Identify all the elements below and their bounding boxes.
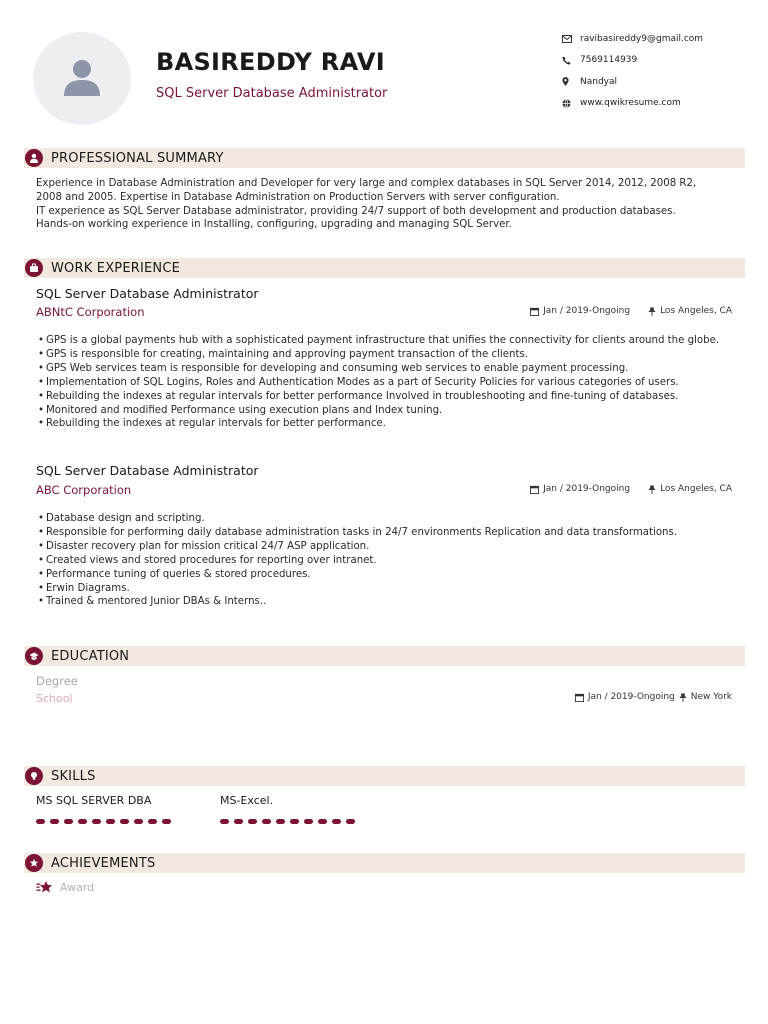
skill-dot <box>290 819 299 824</box>
award-star-icon <box>36 880 54 894</box>
list-item: • Responsible for performing daily database administration tasks in 24/7 environments Replication and data transformations. <box>38 526 728 540</box>
calendar-icon <box>530 485 539 494</box>
skill-dot <box>120 819 129 824</box>
skill-level-dots <box>36 819 171 824</box>
candidate-name: BASIREDDY RAVI <box>156 48 385 76</box>
calendar-icon <box>575 693 584 702</box>
job-dates: Jan / 2019-Ongoing <box>543 306 631 316</box>
pushpin-icon <box>648 485 656 494</box>
skill-dot <box>92 819 101 824</box>
section-title: ACHIEVEMENTS <box>51 855 156 871</box>
contact-phone[interactable] <box>562 50 703 72</box>
education-meta <box>575 692 732 702</box>
summary-line: Hands-on working experience in Installing, configuring, upgrading and managing SQL Server. <box>36 219 512 231</box>
education-degree: Degree <box>36 674 78 688</box>
list-item: • Monitored and modified Performance using execution plans and Index tuning. <box>38 404 728 418</box>
job-location: Los Angeles, CA <box>660 306 732 316</box>
list-item: • GPS Web services team is responsible for developing and consuming web services to enable payment processing. <box>38 362 728 376</box>
graduation-cap-icon <box>25 647 43 665</box>
achievement-text: Award <box>60 880 95 894</box>
contact-email-text: ravibasireddy9@gmail.com <box>580 33 704 44</box>
education-school: School <box>36 692 73 705</box>
summary-line: 2008 and 2005. Expertise in Database Administration on Production Servers with server configuration. <box>36 191 560 203</box>
lightbulb-icon <box>25 767 43 785</box>
list-item: • GPS is responsible for creating, maintaining and approving payment transaction of the clients. <box>38 348 728 362</box>
summary-line: Experience in Database Administration and Developer for very large and complex databases in SQL Server 2014, 2012, 2008 R2, <box>36 178 697 189</box>
skill-dot <box>318 819 327 824</box>
star-icon <box>25 854 43 872</box>
contact-email[interactable] <box>562 28 703 50</box>
list-item: • Rebuilding the indexes at regular intervals for better performance Involved in troubleshooting and fine-tuning of databases. <box>38 390 728 404</box>
summary-line: IT experience as SQL Server Database administrator, providing 24/7 support of both development and production databases. <box>36 205 676 217</box>
section-header-education <box>24 646 745 666</box>
section-title: EDUCATION <box>51 648 130 664</box>
skill-dot <box>64 819 73 824</box>
job-company: ABNtC Corporation <box>36 305 145 319</box>
skill-level-dots <box>220 819 355 824</box>
list-item: • Erwin Diagrams. <box>38 582 728 596</box>
globe-icon <box>562 99 580 108</box>
skill-dot <box>106 819 115 824</box>
skill-dot <box>220 819 229 824</box>
section-title: PROFESSIONAL SUMMARY <box>51 150 224 166</box>
skill-dot <box>304 819 313 824</box>
skill-dot <box>346 819 355 824</box>
calendar-icon <box>530 307 539 316</box>
list-item: • GPS is a global payments hub with a sophisticated payment infrastructure that unifies the connectivity for clients around the globe. <box>38 334 728 348</box>
list-item: • Performance tuning of queries & stored procedures. <box>38 568 728 582</box>
job-title: SQL Server Database Administrator <box>36 286 259 301</box>
summary-text <box>36 177 726 232</box>
skill-dot <box>148 819 157 824</box>
job-bullets <box>38 512 728 609</box>
skill-name: MS SQL SERVER DBA <box>36 794 152 807</box>
envelope-icon <box>562 35 580 43</box>
candidate-role: SQL Server Database Administrator <box>156 86 388 101</box>
person-icon <box>25 149 43 167</box>
list-item: • Implementation of SQL Logins, Roles and Authentication Modes as a part of Security Policies for various categories of users. <box>38 376 728 390</box>
job-bullets <box>38 334 728 431</box>
user-silhouette-icon <box>63 58 101 98</box>
job-meta <box>530 484 732 494</box>
skill-dot <box>78 819 87 824</box>
list-item: • Created views and stored procedures for reporting over intranet. <box>38 554 728 568</box>
avatar <box>33 32 131 125</box>
skill-dot <box>162 819 171 824</box>
education-dates: Jan / 2019-Ongoing <box>587 692 675 702</box>
briefcase-icon <box>25 259 43 277</box>
section-header-experience <box>24 258 745 278</box>
section-title: SKILLS <box>51 768 96 784</box>
section-header-skills <box>24 766 745 786</box>
skill-dot <box>234 819 243 824</box>
section-header-summary <box>24 148 745 168</box>
skill-dot <box>332 819 341 824</box>
education-location: New York <box>690 692 732 702</box>
list-item: • Database design and scripting. <box>38 512 728 526</box>
contact-location-text: Nandyal <box>580 76 618 87</box>
section-title: WORK EXPERIENCE <box>51 260 181 276</box>
pushpin-icon <box>648 307 656 316</box>
list-item: • Trained & mentored Junior DBAs & Interns.. <box>38 595 728 609</box>
skill-dot <box>50 819 59 824</box>
skill-dot <box>248 819 257 824</box>
list-item: • Disaster recovery plan for mission critical 24/7 ASP application. <box>38 540 728 554</box>
job-company: ABC Corporation <box>36 483 132 497</box>
job-location: Los Angeles, CA <box>660 484 732 494</box>
pushpin-icon <box>679 693 687 702</box>
phone-icon <box>562 56 580 65</box>
achievement-item <box>36 880 94 894</box>
location-pin-icon <box>562 77 580 86</box>
contact-list <box>562 28 703 114</box>
job-dates: Jan / 2019-Ongoing <box>543 484 631 494</box>
job-title: SQL Server Database Administrator <box>36 463 259 478</box>
skill-name: MS-Excel. <box>220 794 274 807</box>
list-item: • Rebuilding the indexes at regular intervals for better performance. <box>38 417 728 431</box>
skill-dot <box>134 819 143 824</box>
skill-dot <box>262 819 271 824</box>
skill-dot <box>36 819 45 824</box>
section-header-achievements <box>24 853 745 873</box>
contact-website[interactable] <box>562 93 703 115</box>
contact-website-text: www.qwikresume.com <box>580 98 681 109</box>
job-meta <box>530 306 732 316</box>
contact-location <box>562 71 703 93</box>
contact-phone-text: 7569114939 <box>580 55 638 66</box>
skill-dot <box>276 819 285 824</box>
